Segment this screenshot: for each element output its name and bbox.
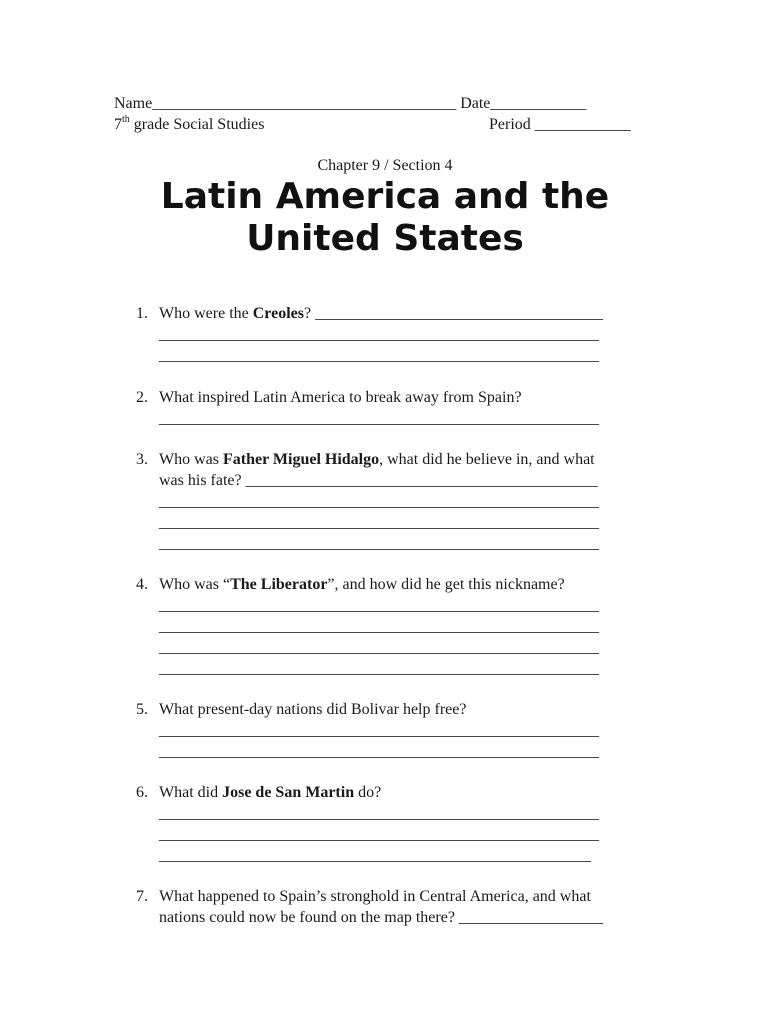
grade-number: 7 bbox=[114, 116, 122, 133]
question-number: 3. bbox=[136, 451, 148, 468]
chapter-section: Chapter 9 / Section 4 bbox=[317, 157, 453, 174]
question-text: Who was Father Miguel Hidalgo, what did he believe in, and what bbox=[159, 451, 595, 468]
title-line-1: Latin America and the bbox=[160, 176, 610, 217]
question-text: Who was “The Liberator”, and how did he get this nickname? bbox=[159, 576, 565, 593]
question-text: What inspired Latin America to break away from Spain? bbox=[159, 389, 522, 406]
name-date-line: Name______________________________________ Date____________ bbox=[114, 95, 587, 112]
question-number: 5. bbox=[136, 701, 148, 718]
grade-course: grade Social Studies bbox=[129, 116, 265, 133]
grade-suffix: th bbox=[122, 114, 130, 125]
question-number: 4. bbox=[136, 576, 148, 593]
question-number: 1. bbox=[136, 305, 148, 322]
period-line: Period ____________ bbox=[489, 116, 631, 133]
question-text: What present-day nations did Bolivar help free? bbox=[159, 701, 467, 718]
answer-line[interactable]: _______________________________________________________ bbox=[159, 597, 599, 614]
answer-line[interactable]: _______________________________________________________ bbox=[159, 660, 599, 677]
question-text-continued: nations could now be found on the map there? __________________ bbox=[159, 909, 603, 926]
question-number: 2. bbox=[136, 389, 148, 406]
answer-line[interactable]: _______________________________________________________ bbox=[159, 347, 599, 364]
question-number: 7. bbox=[136, 888, 148, 905]
question-text-continued: was his fate? ____________________________________________ bbox=[159, 472, 598, 489]
answer-line[interactable]: _______________________________________________________ bbox=[159, 805, 599, 822]
page-title bbox=[0, 176, 770, 260]
answer-line[interactable]: _______________________________________________________ bbox=[159, 722, 599, 739]
answer-line[interactable]: _______________________________________________________ bbox=[159, 618, 599, 635]
question-text: What happened to Spain’s stronghold in Central America, and what bbox=[159, 888, 591, 905]
grade-label bbox=[114, 115, 264, 135]
answer-line[interactable]: _______________________________________________________ bbox=[159, 639, 599, 656]
answer-line[interactable]: ______________________________________________________ bbox=[159, 847, 591, 864]
answer-line[interactable]: _______________________________________________________ bbox=[159, 743, 599, 760]
answer-line[interactable]: _______________________________________________________ bbox=[159, 535, 599, 552]
answer-line[interactable]: _______________________________________________________ bbox=[159, 410, 599, 427]
question-number: 6. bbox=[136, 784, 148, 801]
answer-line[interactable]: _______________________________________________________ bbox=[159, 493, 599, 510]
question-text: Who were the Creoles? ____________________________________ bbox=[159, 305, 604, 322]
answer-line[interactable]: _______________________________________________________ bbox=[159, 826, 599, 843]
title-line-2: United States bbox=[246, 218, 524, 259]
answer-line[interactable]: _______________________________________________________ bbox=[159, 326, 599, 343]
answer-line[interactable]: _______________________________________________________ bbox=[159, 514, 599, 531]
question-text: What did Jose de San Martin do? bbox=[159, 784, 382, 801]
